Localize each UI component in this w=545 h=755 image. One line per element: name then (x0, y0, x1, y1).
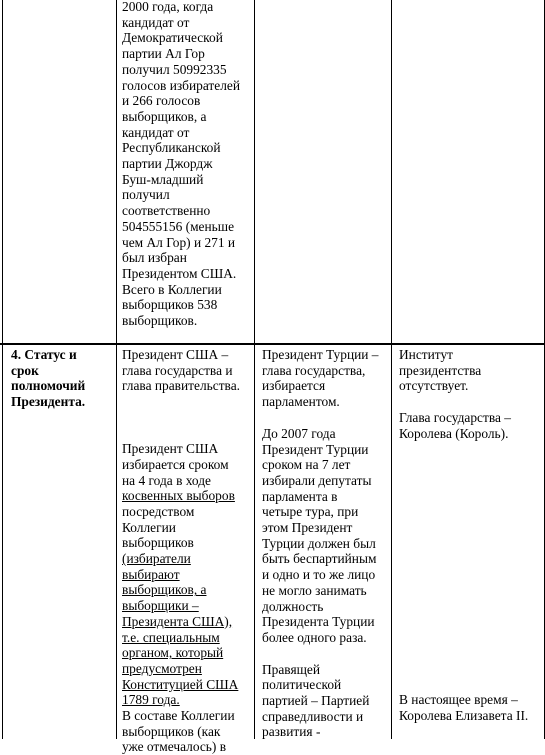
text-line: выборщиков. (122, 313, 198, 329)
text-line: партией – Партией (262, 693, 370, 709)
text-line: Правящей (262, 661, 321, 677)
text-line: органом, который (122, 645, 224, 661)
text-line: на 4 года в ходе (122, 472, 211, 488)
table-border-col1 (116, 0, 117, 739)
text-line: справедливости и (262, 708, 364, 724)
text-line: парламента в (262, 488, 338, 504)
row-header-status (11, 347, 113, 410)
cell-usa-prev (122, 0, 252, 329)
text-line: 2000 года, когда (122, 0, 214, 14)
text-line: кандидат от (122, 124, 190, 140)
text-line: быть беспартийным (262, 551, 377, 567)
text-line: Президентом США. (122, 265, 237, 281)
text-line: избирается (262, 378, 326, 394)
text-line: посредством (122, 503, 195, 519)
text-line: был избран (122, 250, 187, 266)
text-line: сроком на 7 лет (262, 457, 351, 473)
text-line: не могло занимать (262, 582, 367, 598)
text-line: голосов избирателей (122, 77, 241, 93)
cell-uk-current (399, 692, 543, 723)
text-line: срок (11, 362, 39, 378)
text-line: Коллегии (122, 519, 176, 535)
text-line: Глава государства – (399, 410, 511, 426)
text-line: Королева (Король). (399, 425, 509, 441)
text-line: чем Ал Гор) и 271 и (122, 234, 236, 250)
text-line: Демократической (122, 30, 223, 46)
table-border-col2 (254, 0, 255, 739)
text-line: развития - (262, 724, 321, 740)
text-line: партии Ал Гор (122, 46, 205, 62)
text-line: Президент США – (122, 347, 229, 362)
text-line: До 2007 года (262, 425, 336, 441)
text-line: выборщики – (122, 598, 199, 614)
text-line: полномочий (11, 378, 86, 394)
text-line: 1789 года. (122, 692, 180, 708)
cell-usa-status (122, 347, 252, 755)
text-line: Президент Турции – (262, 347, 379, 362)
text-line: глава государства, (262, 362, 366, 378)
text-line: Конституцией США (122, 676, 239, 692)
text-line: (избиратели (122, 551, 191, 567)
text-line: парламентом. (262, 394, 340, 410)
text-line: 4. Статус и (11, 347, 77, 362)
text-line: получил (122, 187, 170, 203)
text-line: отсутствует. (399, 378, 469, 394)
text-line: получил 50992335 (122, 61, 227, 77)
text-line: Королева Елизавета II. (399, 707, 529, 723)
text-line: выбирают (122, 566, 180, 582)
text-line: Президент Турции (262, 441, 369, 457)
table-border-left (2, 0, 3, 739)
text-line: партии Джордж (122, 156, 213, 172)
text-line: выборщиков 538 (122, 297, 218, 313)
text-line: Президента. (11, 394, 86, 410)
table-row-divider (0, 343, 545, 345)
text-line: выборщиков (122, 535, 194, 551)
text-line: В настоящее время – (399, 692, 518, 707)
underlined-term: косвенных выборов (122, 488, 235, 504)
text-line: В составе Коллегии (122, 708, 235, 724)
text-line: Президент США (122, 441, 219, 457)
text-line: Всего в Коллегии (122, 281, 222, 297)
text-line: кандидат от (122, 14, 190, 30)
text-line: Республиканской (122, 140, 221, 156)
text-line: избирается сроком (122, 456, 229, 472)
text-line: выборщиков, а (122, 108, 207, 124)
text-line: и одно и то же лицо (262, 567, 376, 583)
cell-turkey-status (262, 347, 389, 740)
text-line: политической (262, 677, 342, 693)
text-line: и 266 голосов (122, 93, 201, 109)
text-line: предусмотрен (122, 660, 202, 676)
text-line: Президента США), (122, 613, 233, 629)
text-line: глава правительства. (122, 378, 240, 394)
text-line: четыре тура, при (262, 504, 359, 520)
text-line: избирали депутаты (262, 472, 372, 488)
text-line: Турции должен был (262, 535, 376, 551)
text-line: должность (262, 598, 324, 614)
text-line: глава государства и (122, 362, 233, 378)
text-line: 504555156 (меньше (122, 218, 235, 234)
text-line: Буш-младший (122, 171, 204, 187)
text-line: уже отмечалось) в (122, 739, 227, 755)
text-line: президентства (399, 362, 482, 378)
text-line (122, 488, 252, 504)
cell-uk-status (399, 347, 543, 442)
text-line: Президента Турции (262, 614, 375, 630)
text-line: более одного раза. (262, 629, 367, 645)
text-line: выборщиков, а (122, 582, 207, 598)
text-line: соответственно (122, 203, 211, 219)
text-line: этом Президент (262, 520, 353, 536)
text-line: выборщиков (как (122, 723, 221, 739)
table-border-col3 (391, 0, 392, 739)
text-line: Институт (399, 347, 454, 362)
text-line: т.е. специальным (122, 629, 220, 645)
